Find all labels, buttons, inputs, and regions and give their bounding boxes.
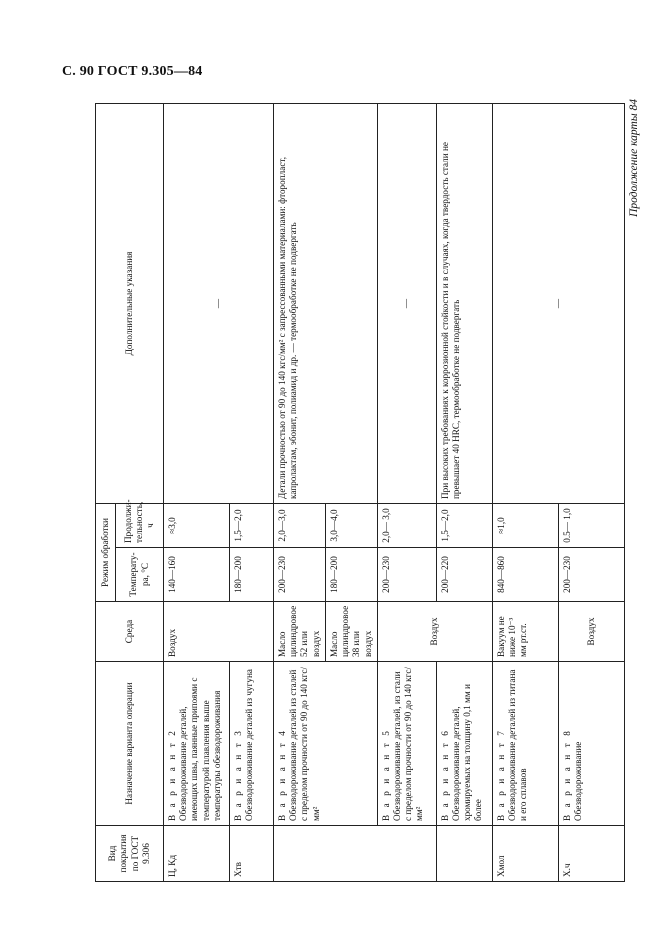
- cell-coating: Ц, Кд: [164, 826, 230, 882]
- continuation-note: Продолжение карты 84: [628, 99, 640, 217]
- header-row-1: [96, 104, 116, 882]
- cell-coating: Хмол: [492, 826, 558, 882]
- header-duration: Продолжи-тельность, ч: [116, 504, 164, 548]
- operation-text: Обезводороживание: [572, 741, 583, 821]
- operation-text: Обезводороживание деталей, имеющих швы, паянные припоями с температурой плавления выше температуры обезводороживания: [178, 677, 222, 821]
- cell-medium: Воздух: [164, 602, 274, 662]
- cell-temp: 180—200: [230, 548, 274, 602]
- cell-temp: 200—230: [558, 548, 624, 602]
- cell-temp: 840—860: [492, 548, 558, 602]
- cell-duration-2: 3,0—4,0: [325, 504, 377, 548]
- variant-label: В а р и а н т 3: [233, 728, 243, 821]
- operation-text: Обезводороживание деталей из чугуна: [244, 669, 255, 821]
- cell-duration: ≈3,0: [164, 504, 230, 548]
- cell-temp-2: 180—200: [325, 548, 377, 602]
- header-operation: Назначение варианта операции: [96, 662, 164, 826]
- operation-text: Обезводороживание деталей из титана и его сплавов: [506, 669, 529, 821]
- header-notes: Дополнительные указания: [96, 104, 164, 504]
- cell-notes: —: [377, 104, 436, 504]
- cell-temp: 140—160: [164, 548, 230, 602]
- cell-duration: 2,0—3,0: [274, 504, 326, 548]
- cell-operation: [492, 662, 558, 826]
- cell-operation: [377, 662, 436, 826]
- cell-duration: 0.5— 1,0: [558, 504, 624, 548]
- cell-operation: [436, 662, 492, 826]
- table-row: [274, 104, 326, 882]
- page-header: С. 90 ГОСТ 9.305—84: [62, 64, 203, 79]
- cell-medium: Масло цилиндровое 52 или воздух: [274, 602, 326, 662]
- processing-table: [95, 103, 625, 882]
- cell-duration: 1,5—2,0: [230, 504, 274, 548]
- table-row: [492, 104, 558, 882]
- variant-label: В а р и а н т 6: [439, 728, 450, 821]
- cell-duration: 1,5—2,0: [436, 504, 492, 548]
- table-row: [377, 104, 436, 882]
- variant-label: В а р и а н т 4: [277, 728, 287, 821]
- variant-label: В а р и а н т 7: [495, 728, 506, 821]
- table-row: [436, 104, 492, 882]
- cell-medium: Воздух: [558, 602, 624, 662]
- operation-text: Обезводороживание деталей, хромируемых на толщину 0,1 мм и более: [450, 684, 484, 821]
- header-medium: Среда: [96, 602, 164, 662]
- cell-coating: Хтв: [230, 826, 274, 882]
- cell-operation: [274, 662, 378, 826]
- cell-coating: Х.ч: [558, 826, 624, 882]
- variant-label: В а р и а н т 5: [380, 728, 391, 821]
- table-rotation-wrapper: [95, 104, 600, 882]
- cell-medium: Воздух: [377, 602, 492, 662]
- cell-notes: —: [164, 104, 274, 504]
- cell-duration: 2,0— 3,0: [377, 504, 436, 548]
- cell-operation: [558, 662, 624, 826]
- table-container: [95, 104, 600, 882]
- header-coating: Вид покрытия по ГОСТ 9.306: [96, 826, 164, 882]
- cell-temp: 200—220: [436, 548, 492, 602]
- cell-temp: 200—230: [377, 548, 436, 602]
- header-mode: Режим обработки: [96, 504, 116, 602]
- cell-duration: ≈1,0: [492, 504, 558, 548]
- cell-medium-2: Масло цилиндровое 38 или воздух: [325, 602, 377, 662]
- cell-operation: [164, 662, 230, 826]
- cell-notes: При высоких требованиях к коррозионной стойкости и в случаях, когда твердость стали не превышает 40 HRC, термообработке не подвергать: [436, 104, 492, 504]
- cell-temp: 200—230: [274, 548, 326, 602]
- cell-medium: Вакуум не ниже 10⁻³ мм рт.ст.: [492, 602, 558, 662]
- table-row: [164, 104, 230, 882]
- cell-coating: [436, 826, 492, 882]
- cell-notes: Детали прочностью от 90 до 140 кгс/мм² с запрессованными материалами: фторопласт, капролактам, эбонит, полиамид и др. — термообработке не подвергать: [274, 104, 378, 504]
- header-temp: Температу-ра, °С: [116, 548, 164, 602]
- variant-label: В а р и а н т 8: [561, 728, 572, 821]
- operation-text: Обезводороживание деталей, из стали с пределом прочности от 90 до 140 кгс/мм²: [391, 666, 425, 821]
- cell-operation: [230, 662, 274, 826]
- cell-coating: [274, 826, 437, 882]
- variant-label: В а р и а н т 2: [167, 728, 177, 821]
- operation-text: Обезводороживание деталей из сталей с пределом прочности от 90 до 140 кгс/мм²: [288, 666, 321, 821]
- cell-notes: —: [492, 104, 624, 504]
